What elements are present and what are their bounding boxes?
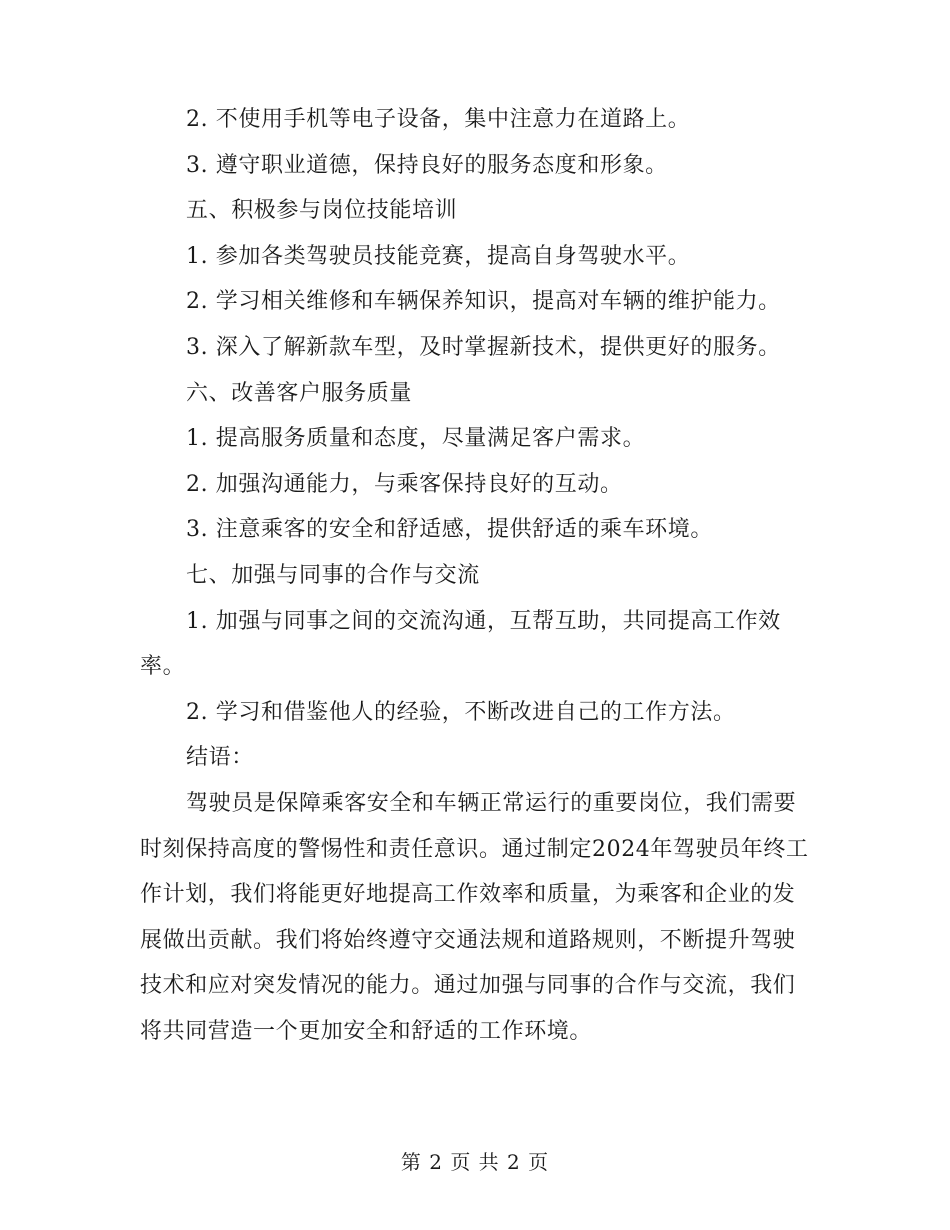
paragraph-item: 2. 加强沟通能力，与乘客保持良好的互动。 [186, 471, 623, 497]
paragraph-item: 3. 深入了解新款车型，及时掌握新技术，提供更好的服务。 [186, 334, 781, 360]
paragraph-item: 1. 提高服务质量和态度，尽量满足客户需求。 [186, 426, 646, 452]
section-heading: 七、加强与同事的合作与交流 [186, 562, 480, 588]
paragraph-item: 2. 不使用手机等电子设备，集中注意力在道路上。 [186, 107, 691, 132]
paragraph-item: 2. 学习和借鉴他人的经验，不断改进自己的工作方法。 [186, 699, 736, 725]
paragraph-item: 2. 学习相关维修和车辆保养知识，提高对车辆的维护能力。 [186, 289, 781, 315]
section-heading: 六、改善客户服务质量 [186, 380, 413, 406]
section-heading: 五、积极参与岗位技能培训 [186, 198, 458, 224]
conclusion-paragraph: 驾驶员是保障乘客安全和车辆正常运行的重要岗位，我们需要时刻保持高度的警惕性和责任意识。通过制定2024年驾驶员年终工作计划，我们将能更好地提高工作效率和质量，为乘客和企业的发展做出贡献。我们将始终遵守交通法规和道路规则，不断提升驾驶技术和应对突发情况的能力。通过加强与同事的合作与交流，我们将共同营造一个更加安全和舒适的工作环境。 [140, 790, 809, 1044]
paragraph-item: 1. 加强与同事之间的交流沟通，互帮互助，共同提高工作效率。 [140, 608, 781, 680]
conclusion-heading: 结语： [186, 745, 254, 771]
document-body [140, 97, 812, 1054]
paragraph-item: 3. 注意乘客的安全和舒适感，提供舒适的乘车环境。 [186, 517, 713, 543]
page-footer: 第 2 页 共 2 页 [400, 1150, 550, 1174]
paragraph-item: 1. 参加各类驾驶员技能竞赛，提高自身驾驶水平。 [186, 243, 691, 269]
paragraph-item: 3. 遵守职业道德，保持良好的服务态度和形象。 [186, 152, 668, 178]
